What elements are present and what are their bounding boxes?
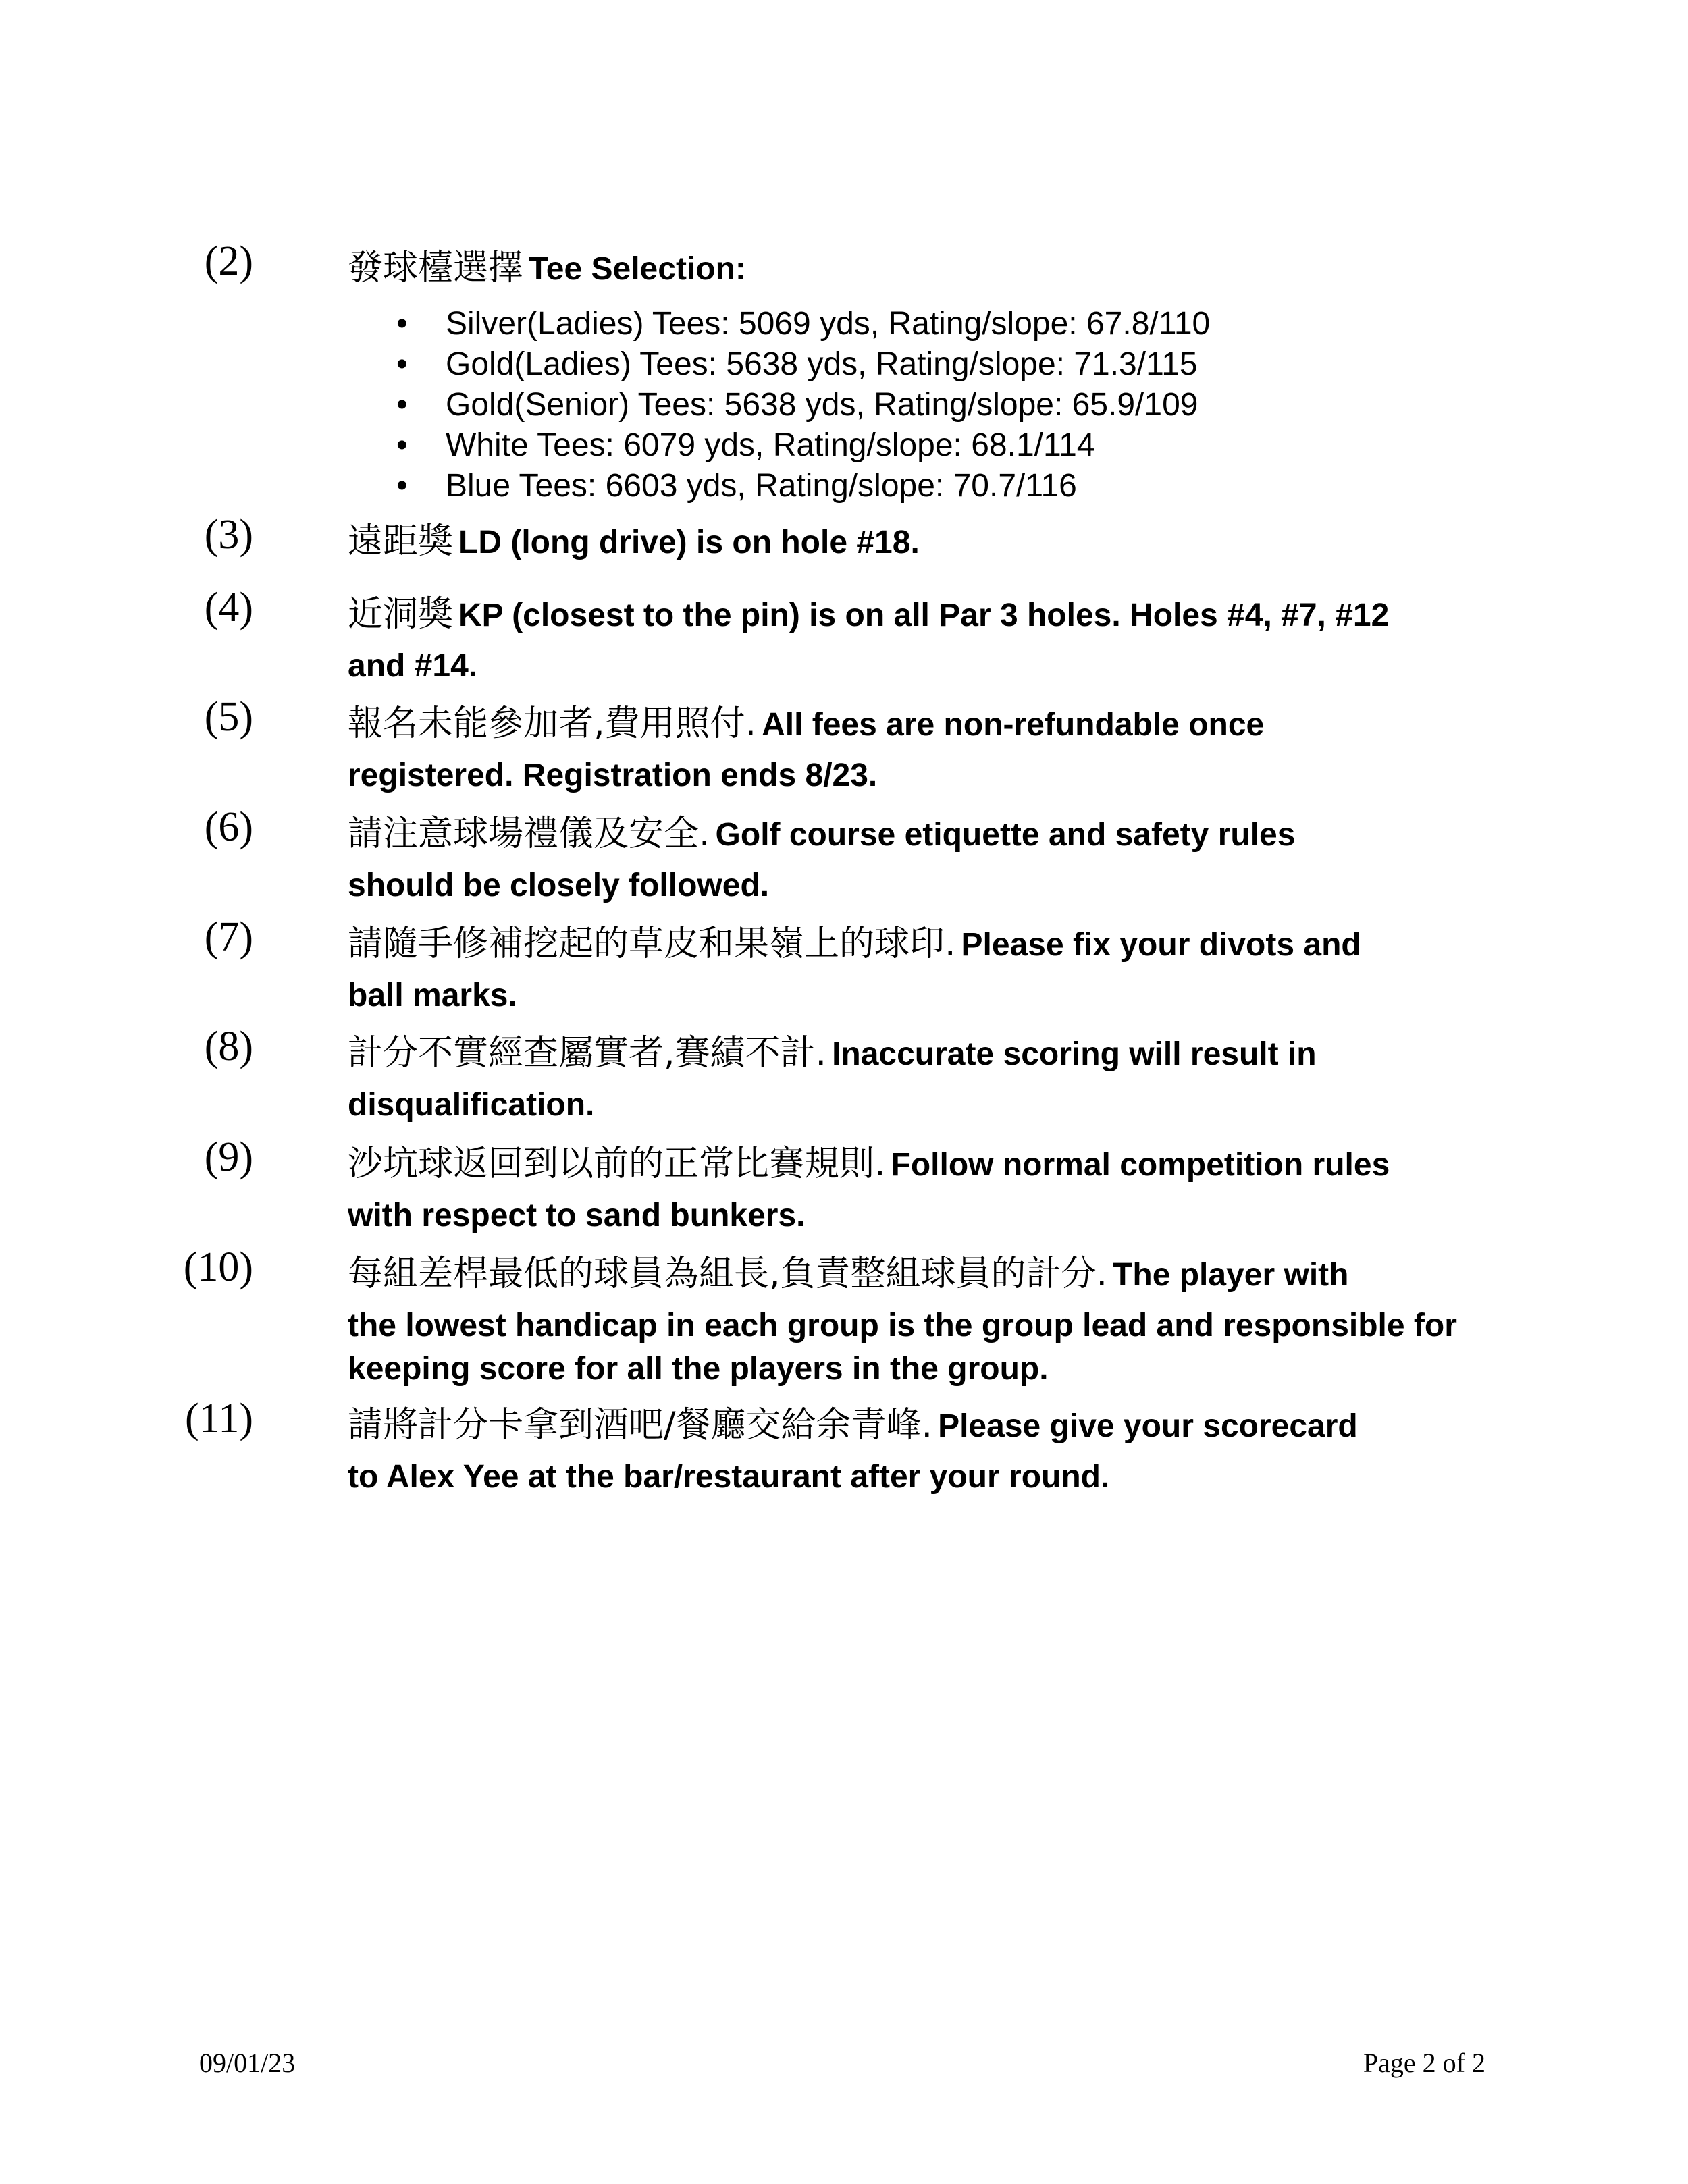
rule-text-en-cont: with respect to sand bunkers.	[348, 1198, 806, 1233]
list-item: • Silver(Ladies) Tees: 5069 yds, Rating/slope: 67.8/110	[348, 304, 1499, 344]
list-item: • White Tees: 6079 yds, Rating/slope: 68.1/114	[348, 425, 1499, 466]
rule-number: (11)	[185, 1395, 253, 1441]
rule-text-en-cont: to Alex Yee at the bar/restaurant after your round.	[348, 1459, 1110, 1495]
rule-number: (3)	[204, 512, 253, 558]
footer-date: 09/01/23	[199, 2048, 296, 2078]
rule-text-en-cont: ball marks.	[348, 978, 517, 1013]
bullet-icon: •	[396, 468, 408, 504]
rule-text-en: Inaccurate scoring will result in	[832, 1036, 1317, 1072]
rule-body	[348, 246, 1499, 506]
rule-text-en: Please give your scorecard	[938, 1408, 1358, 1444]
rule-number: (9)	[204, 1134, 253, 1180]
rule-text-en-cont: should be closely followed.	[348, 868, 770, 903]
rule-number: (10)	[183, 1244, 253, 1290]
rule-text-en-cont: keeping score for all the players in the group.	[348, 1351, 1049, 1387]
rule-text-zh: 請隨手修補挖起的草皮和果嶺上的球印.	[348, 924, 956, 964]
rule-title-en: Tee Selection:	[529, 251, 746, 287]
footer-page-number: Page 2 of 2	[1363, 2048, 1485, 2078]
rule-heading	[348, 246, 1499, 298]
rule-text-en: LD (long drive) is on hole #18.	[458, 525, 920, 560]
rule-number: (2)	[204, 238, 253, 284]
rule-text-zh: 請注意球場禮儀及安全.	[348, 814, 710, 854]
rule-text-zh: 近洞獎	[348, 594, 454, 635]
rule-text-en-cont: registered. Registration ends 8/23.	[348, 757, 878, 793]
rule-number: (4)	[204, 585, 253, 631]
bullet-icon: •	[396, 387, 408, 423]
rule-text-zh: 遠距獎	[348, 521, 454, 562]
rule-text-en: KP (closest to the pin) is on all Par 3 holes. Holes #4, #7, #12	[458, 597, 1390, 633]
bullet-icon: •	[396, 346, 408, 382]
rule-number: (7)	[204, 914, 253, 960]
rule-text-en: Please fix your divots and	[961, 927, 1361, 963]
rule-text-en-cont: and #14.	[348, 648, 478, 684]
tee-list	[348, 304, 1499, 506]
rule-text-en-cont: disqualification.	[348, 1087, 595, 1123]
rule-number: (6)	[204, 804, 253, 850]
rule-text-zh: 每組差桿最低的球員為組長,負責整組球員的計分.	[348, 1254, 1108, 1294]
rule-text-en: The player with	[1113, 1257, 1349, 1293]
rule-text-zh: 計分不實經查屬實者,賽績不計.	[348, 1033, 827, 1073]
list-item: • Blue Tees: 6603 yds, Rating/slope: 70.7/116	[348, 466, 1499, 506]
rule-text-en: Follow normal competition rules	[891, 1147, 1390, 1183]
rule-text-zh: 請將計分卡拿到酒吧/餐廳交給余青峰.	[348, 1405, 933, 1445]
rule-title-zh: 發球檯選擇	[348, 248, 524, 288]
rule-text-en: All fees are non-refundable once	[762, 707, 1265, 743]
bullet-icon: •	[396, 306, 408, 342]
bullet-icon: •	[396, 427, 408, 463]
rule-text-en-cont: the lowest handicap in each group is the group lead and responsible for	[348, 1308, 1457, 1343]
rule-text-zh: 報名未能參加者,費用照付.	[348, 703, 757, 744]
list-item: • Gold(Ladies) Tees: 5638 yds, Rating/slope: 71.3/115	[348, 344, 1499, 385]
rule-text-zh: 沙坑球返回到以前的正常比賽規則.	[348, 1144, 886, 1184]
list-item: • Gold(Senior) Tees: 5638 yds, Rating/slope: 65.9/109	[348, 385, 1499, 425]
rule-text-en: Golf course etiquette and safety rules	[715, 817, 1296, 853]
rule-number: (5)	[204, 694, 253, 740]
rule-number: (8)	[204, 1023, 253, 1069]
